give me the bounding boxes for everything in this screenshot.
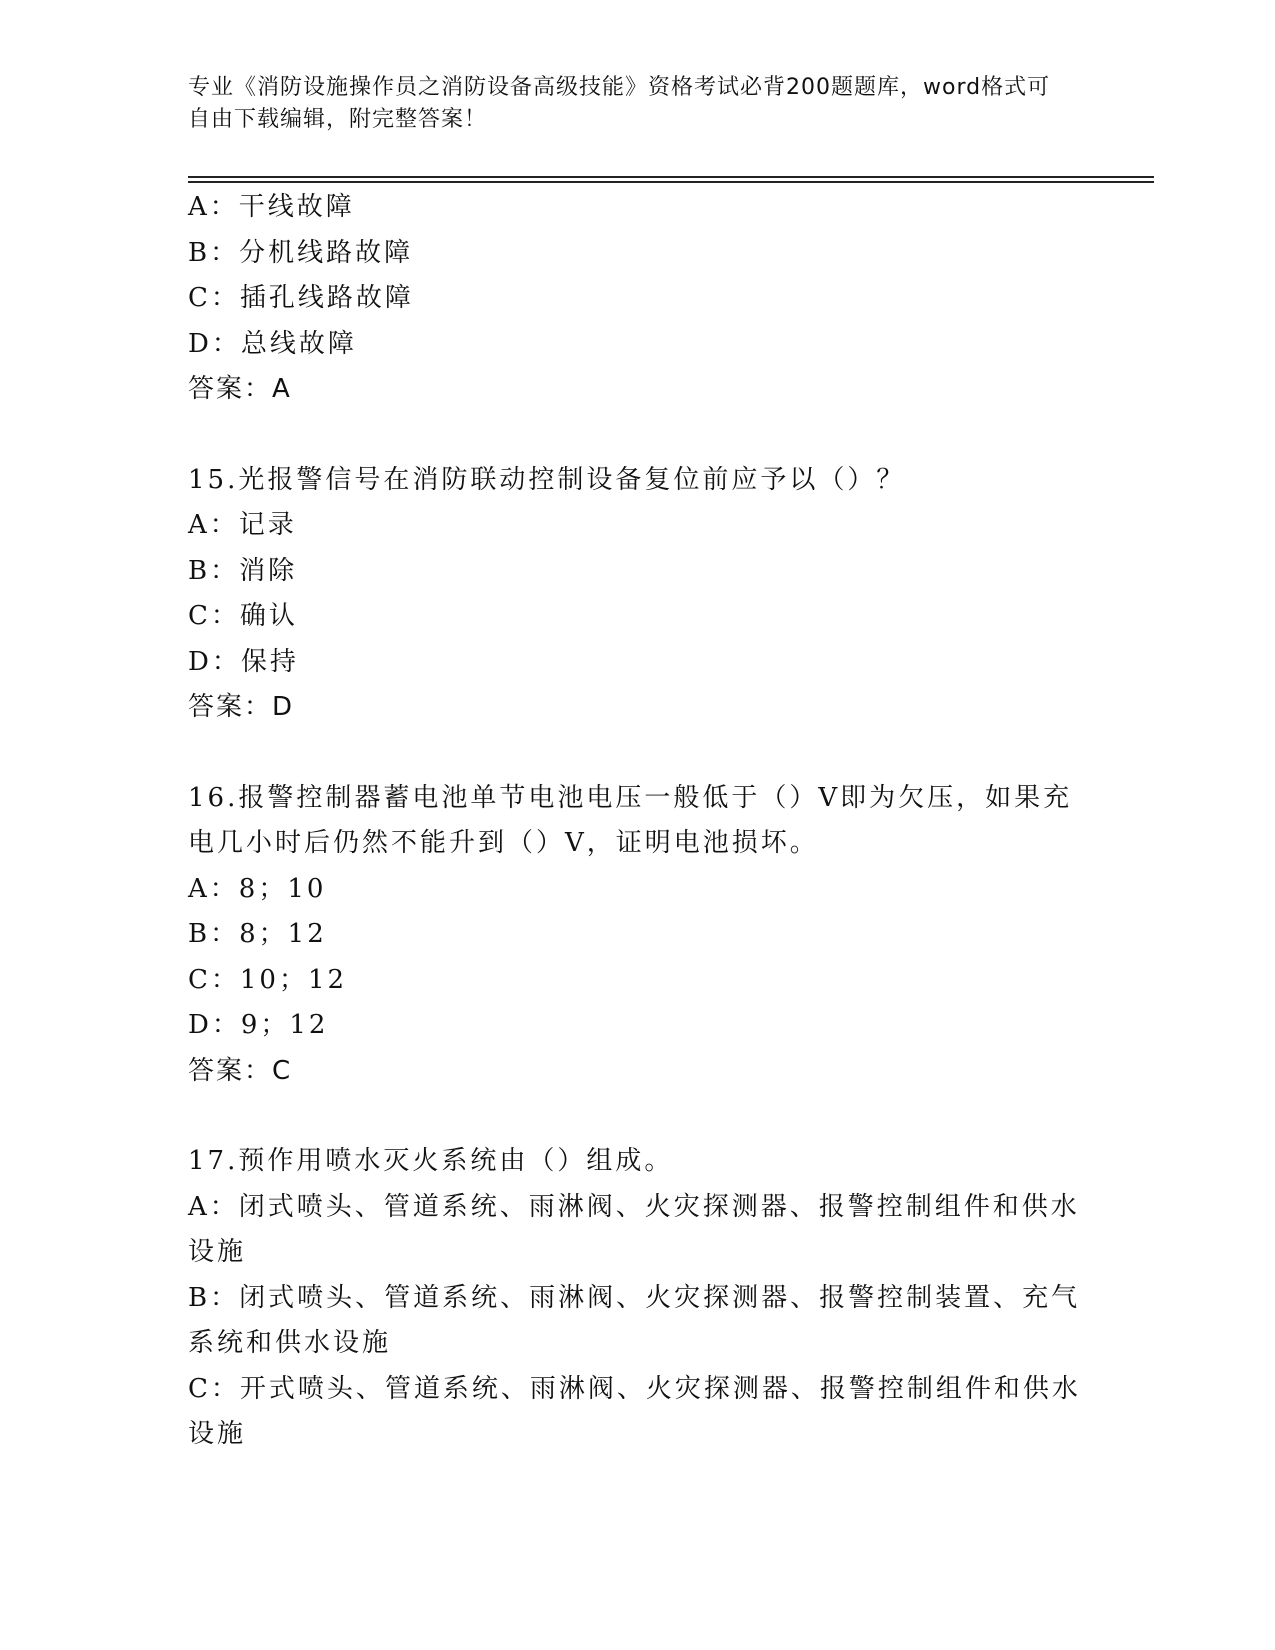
q14-option-c: C：插孔线路故障 xyxy=(188,283,414,313)
question-15-block xyxy=(188,458,1088,731)
question-spacer xyxy=(188,1094,1088,1139)
header-divider-bottom xyxy=(188,181,1154,183)
q17-option-b-line-2: 系统和供水设施 xyxy=(188,1328,392,1358)
header-divider-top xyxy=(188,176,1154,178)
q17-option-a-line-2: 设施 xyxy=(188,1237,247,1267)
question-spacer xyxy=(188,731,1088,776)
q17-option-b-line-1: B：闭式喷头、管道系统、雨淋阀、火灾探测器、报警控制装置、充气 xyxy=(188,1282,1081,1313)
q17-option-c-line-1: C：开式喷头、管道系统、雨淋阀、火灾探测器、报警控制组件和供水 xyxy=(188,1373,1081,1404)
q17-option-a-line-1: A：闭式喷头、管道系统、雨淋阀、火灾探测器、报警控制组件和供水 xyxy=(188,1191,1080,1222)
q14-option-a: A：干线故障 xyxy=(188,192,355,222)
question-16-block xyxy=(188,776,1088,1095)
q17-option-c-line-2: 设施 xyxy=(188,1419,247,1449)
q15-question: 15.光报警信号在消防联动控制设备复位前应予以（）？ xyxy=(188,464,906,495)
q14-option-d: D：总线故障 xyxy=(188,328,357,359)
q16-option-c: C：10；12 xyxy=(188,964,348,995)
q15-option-c: C：确认 xyxy=(188,601,298,631)
question-17-block xyxy=(188,1139,1088,1458)
q16-option-d: D：9；12 xyxy=(188,1010,329,1040)
q14-option-b: B：分机线路故障 xyxy=(188,237,414,268)
q17-question: 17.预作用喷水灭火系统由（）组成。 xyxy=(188,1146,674,1176)
question-spacer xyxy=(188,413,1088,458)
document-header: 专业《消防设施操作员之消防设备高级技能》资格考试必背200题题库，word格式可自由下载编辑，附完整答案！ xyxy=(188,75,1051,132)
q15-option-a: A：记录 xyxy=(188,510,297,540)
q16-option-b: B：8；12 xyxy=(188,919,327,949)
q14-answer: 答案：A xyxy=(188,374,292,404)
q15-option-d: D：保持 xyxy=(188,646,299,677)
q16-answer: 答案：C xyxy=(188,1055,293,1086)
question-list xyxy=(188,185,1088,1458)
q16-option-a: A：8；10 xyxy=(188,873,327,904)
q15-answer: 答案：D xyxy=(188,692,295,722)
question-14-block xyxy=(188,185,1088,413)
q16-question-line-2: 电几小时后仍然不能升到（）V，证明电池损坏。 xyxy=(188,828,819,858)
q15-option-b: B：消除 xyxy=(188,555,298,586)
q16-question-line-1: 16.报警控制器蓄电池单节电池电压一般低于（）V即为欠压，如果充 xyxy=(188,782,1073,813)
